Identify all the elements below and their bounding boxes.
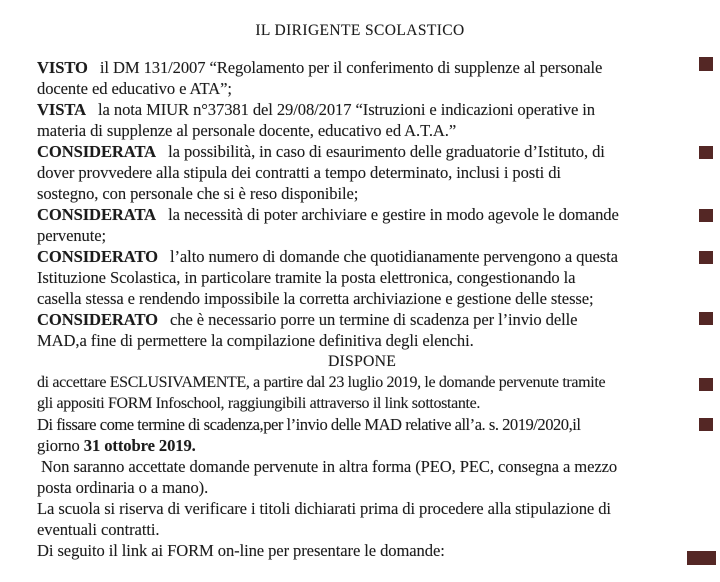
doc-line: CONSIDERATO l’alto numero di domande che quotidianamente pervengono a questa <box>37 247 618 266</box>
scan-artifact-mark <box>699 146 713 159</box>
doc-line: dover provvedere alla stipula dei contratti a tempo determinato, inclusi i posti di <box>37 163 561 182</box>
doc-line: Non saranno accettate domande pervenute in altra forma (PEO, PEC, consegna a mezzo <box>37 457 618 476</box>
doc-line: CONSIDERATA la necessità di poter archiviare e gestire in modo agevole le domande <box>37 205 619 224</box>
doc-line: docente ed educativo e ATA”; <box>37 79 232 98</box>
doc-line: giorno 31 ottobre 2019. <box>37 436 196 455</box>
document-body <box>0 57 687 561</box>
document-title: IL DIRIGENTE SCOLASTICO <box>255 22 465 39</box>
doc-line: Istituzione Scolastica, in particolare tramite la posta elettronica, congestionando la <box>37 268 576 287</box>
doc-line: CONSIDERATO che è necessario porre un termine di scadenza per l’invio delle <box>37 310 578 329</box>
doc-line: materia di supplenze al personale docente, educativo ed A.T.A.” <box>37 121 457 140</box>
doc-line: di accettare ESCLUSIVAMENTE, a partire dal 23 luglio 2019, le domande pervenute tramite <box>37 374 606 391</box>
doc-line: eventuali contratti. <box>37 520 160 539</box>
doc-line: MAD,a fine di permettere la compilazione definitiva degli elenchi. <box>37 331 474 350</box>
doc-line: pervenute; <box>37 226 107 245</box>
doc-line: posta ordinaria o a mano). <box>37 478 209 497</box>
scan-artifact-mark <box>699 418 713 431</box>
doc-line: Di fissare come termine di scadenza,per l’invio delle MAD relative all’a. s. 2019/2020,il <box>37 415 581 434</box>
scan-artifact-mark <box>699 378 713 391</box>
doc-line: gli appositi FORM Infoschool, raggiungibili attraverso il link sottostante. <box>37 395 481 412</box>
doc-line: casella stessa e rendendo impossibile la corretta archiviazione e gestione delle stesse; <box>37 289 594 308</box>
scan-artifact-mark <box>687 551 716 565</box>
scan-artifact-mark <box>699 312 713 325</box>
scan-artifact-mark <box>699 251 713 264</box>
doc-line: CONSIDERATA la possibilità, in caso di esaurimento delle graduatorie d’Istituto, di <box>37 142 605 161</box>
doc-line: VISTA la nota MIUR n°37381 del 29/08/2017 “Istruzioni e indicazioni operative in <box>37 100 595 119</box>
doc-line: La scuola si riserva di verificare i titoli dichiarati prima di procedere alla stipulazione di <box>37 499 611 518</box>
doc-line: VISTO il DM 131/2007 “Regolamento per il conferimento di supplenze al personale <box>37 58 603 77</box>
doc-line-dispone: DISPONE <box>327 353 397 370</box>
doc-line: sostegno, con personale che si è reso disponibile; <box>37 184 359 203</box>
scan-artifact-mark <box>699 57 713 71</box>
scan-artifact-mark <box>699 209 713 222</box>
doc-line: Di seguito il link ai FORM on-line per presentare le domande: <box>37 541 445 560</box>
